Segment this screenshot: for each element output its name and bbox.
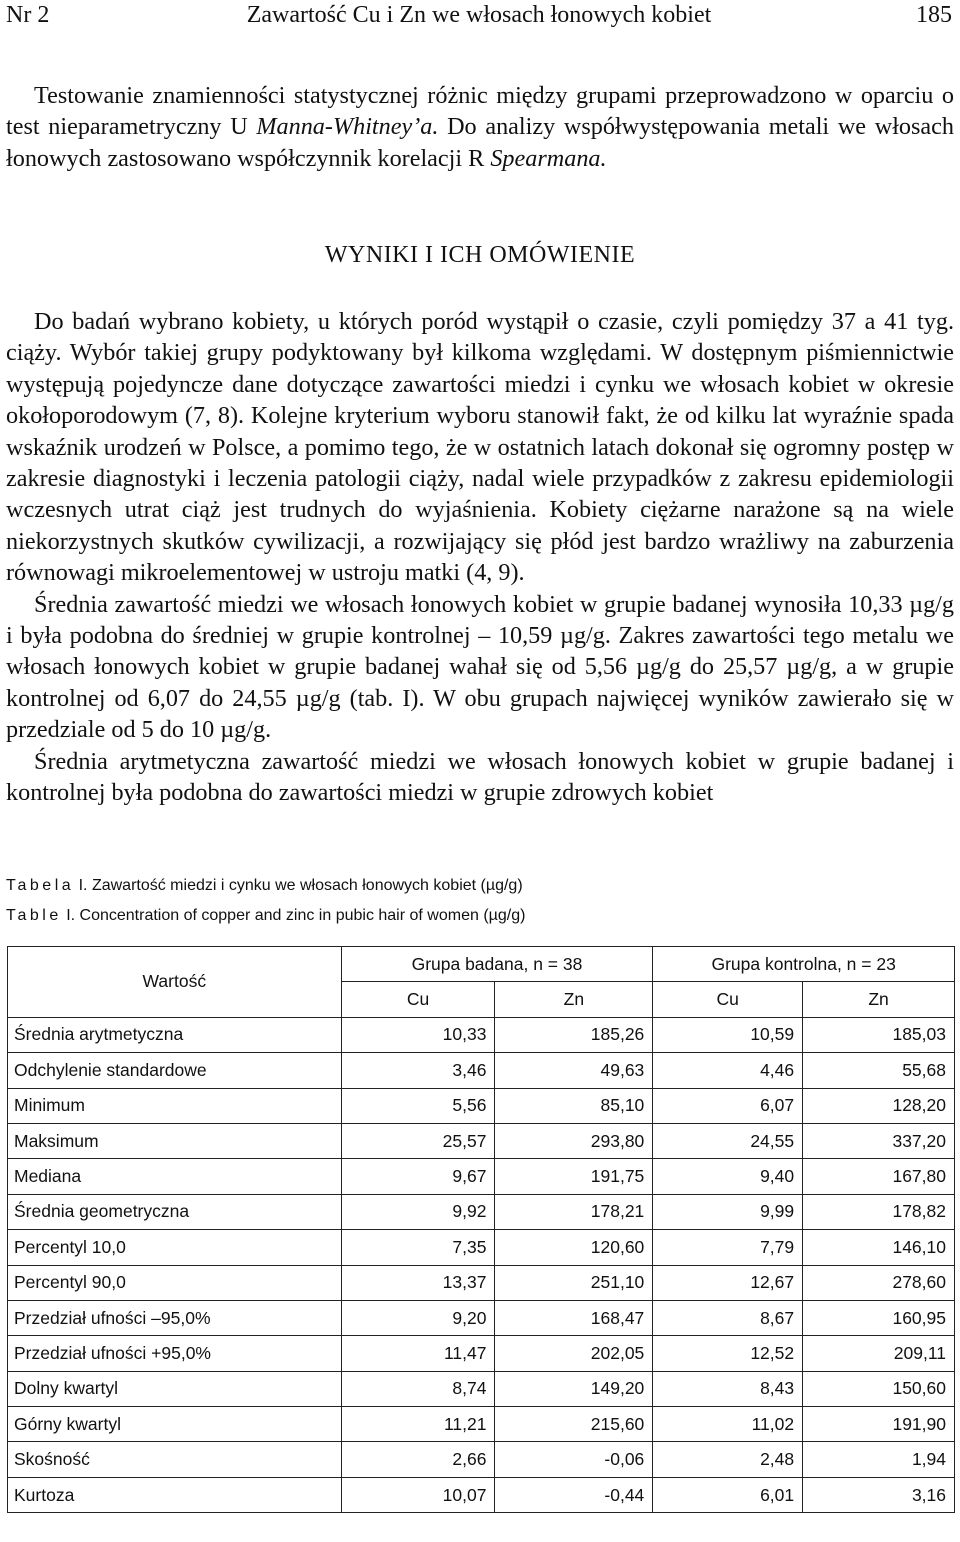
value-cell: 146,10 (803, 1230, 955, 1265)
value-cell: -0,06 (495, 1442, 653, 1477)
value-cell: 11,02 (653, 1407, 803, 1442)
value-cell: 128,20 (803, 1088, 955, 1123)
value-cell: 337,20 (803, 1123, 955, 1158)
value-cell: 12,67 (653, 1265, 803, 1300)
value-cell: 2,66 (341, 1442, 495, 1477)
mann-whitney-term: Manna-Whitney’a. (256, 113, 439, 141)
value-cell: 24,55 (653, 1123, 803, 1158)
value-cell: 293,80 (495, 1123, 653, 1158)
methods-paragraph-block (6, 80, 954, 174)
row-label: Przedział ufności –95,0% (8, 1300, 342, 1335)
table-row (8, 1230, 955, 1265)
issue-number: Nr 2 (6, 2, 50, 28)
value-cell: 11,47 (341, 1336, 495, 1371)
table-row (8, 1194, 955, 1229)
results-table (7, 946, 955, 1513)
value-cell: -0,44 (495, 1477, 653, 1512)
methods-text-c: Do analizy współwystępowania metali we włosach łonowych zastosowano współczynnik korelacji R (6, 113, 954, 172)
row-label: Odchylenie standardowe (8, 1053, 342, 1088)
row-label: Minimum (8, 1088, 342, 1123)
table-header-row (8, 947, 955, 982)
row-label: Przedział ufności +95,0% (8, 1336, 342, 1371)
results-paragraph-2: Średnia zawartość miedzi we włosach łonowych kobiet w grupie badanej wynosiła 10,33 µg/g i była podobna do średniej w grupie kontrolnej – 10,59 µg/g. Zakres zawartości tego metalu we włosach łonowych kobiet w grupie badanej wahał się od 5,56 µg/g do 25,57 µg/g, a w grupie kontrolnej od 6,07 do 24,55 µg/g (tab. I). W obu grupach najwięcej wyników zawierało się w przedziale od 5 do 10 µg/g. (6, 590, 954, 744)
value-cell: 251,10 (495, 1265, 653, 1300)
value-cell: 9,92 (341, 1194, 495, 1229)
table-row (8, 1407, 955, 1442)
value-cell: 150,60 (803, 1371, 955, 1406)
row-label: Średnia geometryczna (8, 1194, 342, 1229)
value-cell: 13,37 (341, 1265, 495, 1300)
row-label: Kurtoza (8, 1477, 342, 1512)
column-header-study-group: Grupa badana, n = 38 (341, 947, 653, 982)
value-cell: 2,48 (653, 1442, 803, 1477)
results-text-block (6, 306, 954, 809)
value-cell: 10,07 (341, 1477, 495, 1512)
value-cell: 10,59 (653, 1017, 803, 1052)
row-label: Percentyl 90,0 (8, 1265, 342, 1300)
methods-paragraph (6, 80, 954, 174)
value-cell: 209,11 (803, 1336, 955, 1371)
value-cell: 55,68 (803, 1053, 955, 1088)
table-caption-pl (6, 876, 523, 896)
value-cell: 160,95 (803, 1300, 955, 1335)
column-header-value: Wartość (8, 947, 342, 1018)
value-cell: 3,46 (341, 1053, 495, 1088)
value-cell: 85,10 (495, 1088, 653, 1123)
section-heading: WYNIKI I ICH OMÓWIENIE (324, 242, 636, 268)
value-cell: 1,94 (803, 1442, 955, 1477)
value-cell: 278,60 (803, 1265, 955, 1300)
value-cell: 12,52 (653, 1336, 803, 1371)
value-cell: 5,56 (341, 1088, 495, 1123)
table-row (8, 1053, 955, 1088)
value-cell: 168,47 (495, 1300, 653, 1335)
results-paragraph-3: Średnia arytmetyczna zawartość miedzi we włosach łonowych kobiet w grupie badanej i kontrolnej była podobna do zawartości miedzi w grupie zdrowych kobiet (6, 747, 954, 807)
row-label: Mediana (8, 1159, 342, 1194)
table-row (8, 1123, 955, 1158)
page-number: 185 (916, 2, 952, 28)
value-cell: 9,67 (341, 1159, 495, 1194)
row-label: Maksimum (8, 1123, 342, 1158)
value-cell: 178,21 (495, 1194, 653, 1229)
value-cell: 120,60 (495, 1230, 653, 1265)
value-cell: 3,16 (803, 1477, 955, 1512)
value-cell: 8,43 (653, 1371, 803, 1406)
row-label: Dolny kwartyl (8, 1371, 342, 1406)
value-cell: 9,99 (653, 1194, 803, 1229)
table-row (8, 1017, 955, 1052)
value-cell: 167,80 (803, 1159, 955, 1194)
spearman-term: Spearmana. (490, 144, 607, 172)
value-cell: 6,01 (653, 1477, 803, 1512)
table-caption-pl-label: Tabela (6, 877, 75, 894)
subheader-zn-study: Zn (495, 982, 653, 1017)
value-cell: 4,46 (653, 1053, 803, 1088)
methods-text-a: Testowanie znamienności statystycznej różnic między grupami przeprowadzono w oparciu o test nieparametryczny U (6, 82, 954, 141)
table-caption-en-text: I. Concentration of copper and zinc in pubic hair of women (µg/g) (61, 907, 526, 924)
value-cell: 8,74 (341, 1371, 495, 1406)
table-row (8, 1336, 955, 1371)
row-label: Górny kwartyl (8, 1407, 342, 1442)
value-cell: 9,20 (341, 1300, 495, 1335)
row-label: Percentyl 10,0 (8, 1230, 342, 1265)
table-row (8, 1300, 955, 1335)
value-cell: 215,60 (495, 1407, 653, 1442)
results-paragraph-1: Do badań wybrano kobiety, u których poród wystąpił o czasie, czyli pomiędzy 37 a 41 tyg. ciąży. Wybór takiej grupy podyktowany był kilkoma względami. W dostępnym piśmiennictwie występują pojedyncze dane dotyczące zawartości miedzi i cynku we włosach kobiet w okresie okołoporodowym (7, 8). Kolejne kryterium wyboru stanowił fakt, że od kilku lat wyraźnie spada wskaźnik urodzeń w Polsce, a pomimo tego, że w ostatnich latach dokonał się ogromny postęp w zakresie diagnostyki i leczenia patologii ciąży, nadal wiele przypadków z zakresu epidemiologii wczesnych utrat ciąż jest trudnych do wyjaśnienia. Kobiety ciężarne narażone są na wiele niekorzystnych skutków cywilizacji, a rozwijający się płód jest bardzo wrażliwy na zaburzenia równowagi mikroelementowej w ustroju matki (4, 9). (6, 308, 954, 587)
subheader-cu-study: Cu (341, 982, 495, 1017)
value-cell: 10,33 (341, 1017, 495, 1052)
table-row (8, 1159, 955, 1194)
table-caption-en-label: Table (6, 907, 62, 924)
subheader-cu-control: Cu (653, 982, 803, 1017)
row-label: Skośność (8, 1442, 342, 1477)
table-row (8, 1477, 955, 1512)
value-cell: 191,75 (495, 1159, 653, 1194)
value-cell: 185,26 (495, 1017, 653, 1052)
value-cell: 9,40 (653, 1159, 803, 1194)
table-row (8, 1088, 955, 1123)
value-cell: 191,90 (803, 1407, 955, 1442)
table-caption-en (6, 906, 525, 926)
value-cell: 149,20 (495, 1371, 653, 1406)
value-cell: 185,03 (803, 1017, 955, 1052)
value-cell: 7,79 (653, 1230, 803, 1265)
value-cell: 25,57 (341, 1123, 495, 1158)
value-cell: 11,21 (341, 1407, 495, 1442)
table-row (8, 1442, 955, 1477)
row-label: Średnia arytmetyczna (8, 1017, 342, 1052)
subheader-zn-control: Zn (803, 982, 955, 1017)
column-header-control-group: Grupa kontrolna, n = 23 (653, 947, 955, 982)
running-title: Zawartość Cu i Zn we włosach łonowych kobiet (246, 2, 712, 28)
value-cell: 7,35 (341, 1230, 495, 1265)
value-cell: 6,07 (653, 1088, 803, 1123)
value-cell: 178,82 (803, 1194, 955, 1229)
table-caption-pl-text: I. Zawartość miedzi i cynku we włosach łonowych kobiet (µg/g) (74, 877, 523, 894)
value-cell: 49,63 (495, 1053, 653, 1088)
value-cell: 202,05 (495, 1336, 653, 1371)
table-row (8, 1265, 955, 1300)
table-row (8, 1371, 955, 1406)
value-cell: 8,67 (653, 1300, 803, 1335)
table-body (8, 1017, 955, 1512)
running-header (6, 0, 952, 34)
